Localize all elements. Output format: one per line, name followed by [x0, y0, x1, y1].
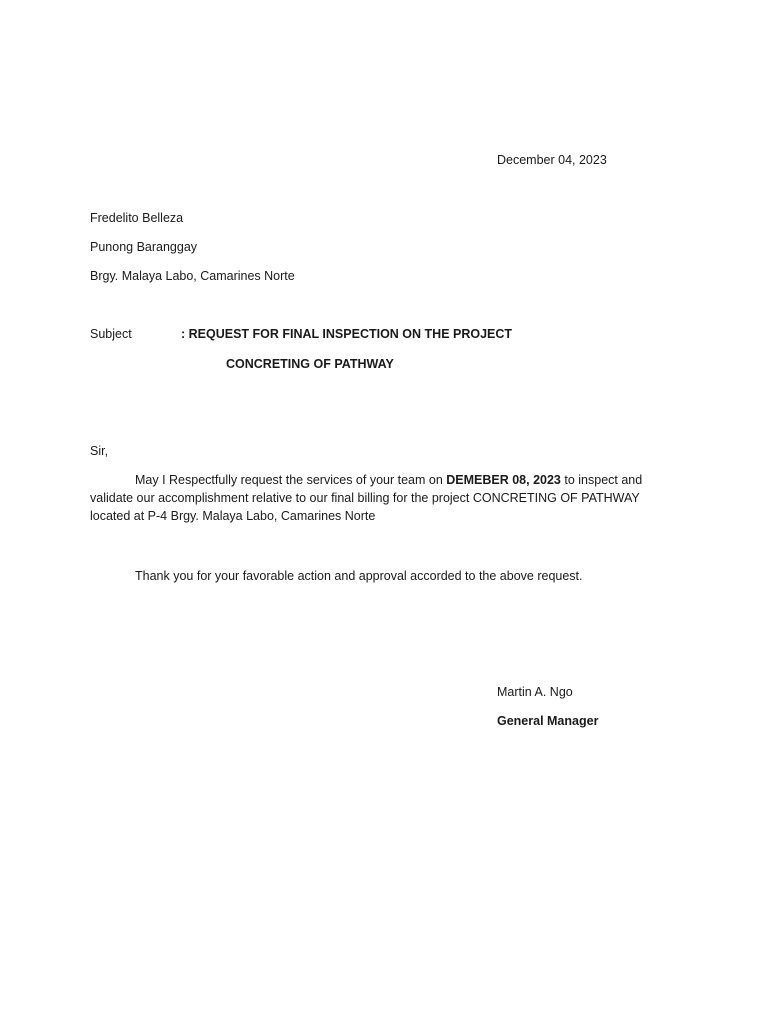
recipient-address: Brgy. Malaya Labo, Camarines Norte	[90, 269, 295, 283]
letter-date: December 04, 2023	[497, 153, 607, 167]
inspection-date: DEMEBER 08, 2023	[446, 473, 561, 487]
subject-line-2: CONCRETING OF PATHWAY	[226, 357, 394, 371]
recipient-name: Fredelito Belleza	[90, 211, 184, 225]
signer-name: Martin A. Ngo	[497, 685, 573, 699]
signer-title: General Manager	[497, 714, 599, 728]
body-line-3: located at P-4 Brgy. Malaya Labo, Camarines Norte	[90, 509, 376, 523]
thanks-paragraph: Thank you for your favorable action and approval accorded to the above request.	[135, 569, 583, 583]
body-text-part-1: May I Respectfully request the services of your team on	[135, 473, 447, 487]
body-line-1	[90, 471, 650, 489]
recipient-title: Punong Baranggay	[90, 240, 198, 254]
subject-line-1: : REQUEST FOR FINAL INSPECTION ON THE PROJECT	[181, 327, 513, 341]
body-text-part-2: to inspect and	[560, 473, 643, 487]
salutation: Sir,	[90, 444, 109, 458]
body-line-2: validate our accomplishment relative to our final billing for the project CONCRETING OF PATHWAY	[90, 491, 640, 505]
subject-label: Subject	[90, 327, 132, 341]
body-paragraph	[90, 471, 650, 525]
